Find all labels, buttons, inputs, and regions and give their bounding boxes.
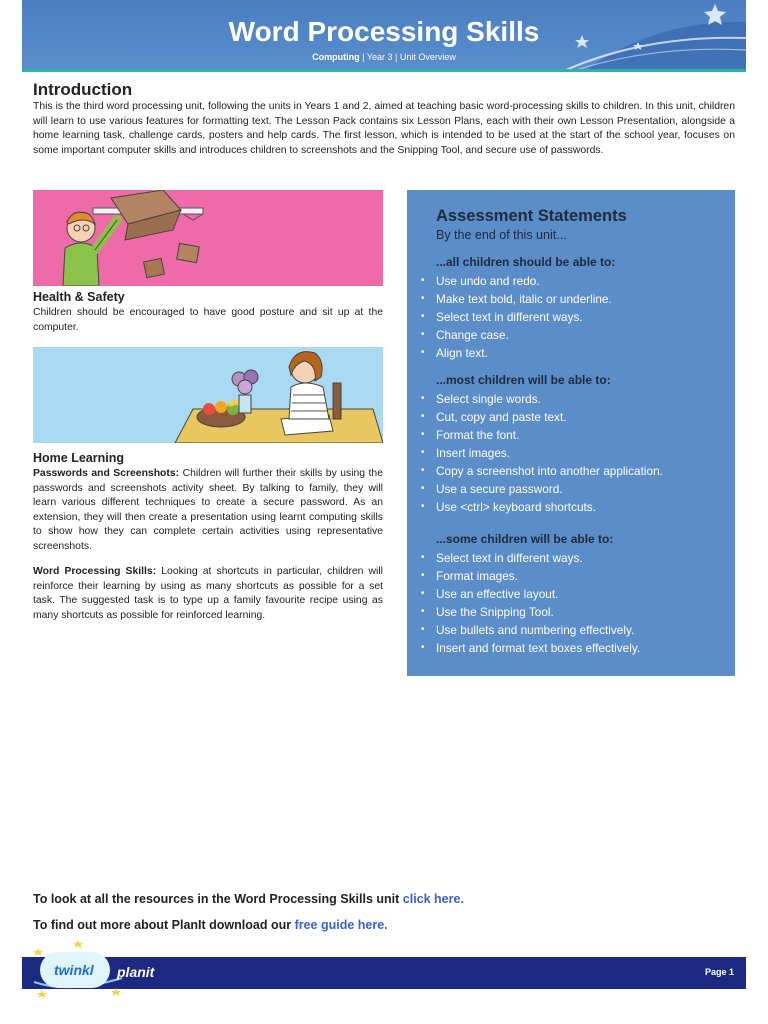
word-processing-label: Word Processing Skills: xyxy=(33,566,157,577)
some-children-heading: ...some children will be able to: xyxy=(436,532,614,546)
subject-label: Computing xyxy=(312,52,360,62)
assessment-title: Assessment Statements xyxy=(436,207,627,225)
list-item: • Copy a screenshot into another application. xyxy=(407,462,727,480)
list-item: • Select text in different ways. xyxy=(407,549,727,567)
health-safety-heading: Health & Safety xyxy=(33,290,125,304)
click-here-link[interactable]: click here. xyxy=(402,892,464,906)
page-subtitle xyxy=(22,52,746,62)
list-item: • Use bullets and numbering effectively. xyxy=(407,621,727,639)
guide-link-text: To find out more about PlanIt download our xyxy=(33,918,295,932)
page-title: Word Processing Skills xyxy=(228,16,540,47)
intro-heading: Introduction xyxy=(33,80,133,99)
logo-planit-text: planit xyxy=(117,964,155,980)
health-safety-illustration xyxy=(33,190,383,286)
list-item: • Make text bold, italic or underline. xyxy=(407,290,727,308)
home-learning-illustration xyxy=(33,347,383,443)
intro-text: This is the third word processing unit, following the units in Years 1 and 2, aimed at teaching basic word-processing skills to children. In this unit, children will learn to use various features for formatting text. The Lesson Pack contains six Lesson Plans, each with their own Lesson Presentation, alongside a home learning task, challenge cards, posters and help cards. The first lesson, which is intended to be used at the start of the school year, focuses on some important computer skills and introduces children to screenshots and the Snipping Tool, and secure use of passwords. xyxy=(33,101,735,156)
list-item: • Use a secure password. xyxy=(407,480,727,498)
page-header xyxy=(22,0,746,70)
twinkl-planit-logo xyxy=(30,938,180,1000)
resources-link-line xyxy=(33,892,464,906)
passwords-text: Children will further their skills by using the passwords and screenshots activity sheet. By talking to family, they will learn various different techniques to create a secure password. As an extension, they will then create a presentation using learnt computing skills to show how they can complete certain activities using representative screenshots. xyxy=(33,468,383,552)
header-divider xyxy=(22,69,746,72)
list-item: • Use undo and redo. xyxy=(407,272,727,290)
list-item: • Cut, copy and paste text. xyxy=(407,408,727,426)
home-learning-heading: Home Learning xyxy=(33,451,124,465)
assessment-subtitle: By the end of this unit... xyxy=(436,228,567,242)
page-number: Page 1 xyxy=(704,967,734,977)
list-item: • Format images. xyxy=(407,567,727,585)
home-learning-word-processing xyxy=(33,565,383,623)
word-processing-text: Looking at shortcuts in particular, children will reinforce their learning by using as many shortcuts as possible for a set task. The suggested task is to type up a family favourite recipe using as many shortcuts as possible for reinforced learning. xyxy=(33,566,383,621)
all-children-heading: ...all children should be able to: xyxy=(436,255,616,269)
health-safety-text: Children should be encouraged to have good posture and sit up at the computer. xyxy=(33,307,383,333)
list-item: • Format the font. xyxy=(407,426,727,444)
list-item: • Align text. xyxy=(407,344,727,362)
free-guide-link[interactable]: free guide here. xyxy=(294,918,388,932)
most-children-list xyxy=(407,390,727,516)
list-item: • Insert images. xyxy=(407,444,727,462)
list-item: • Use the Snipping Tool. xyxy=(407,603,727,621)
all-children-list xyxy=(407,272,727,362)
assessment-statements-panel xyxy=(407,190,735,676)
list-item: • Insert and format text boxes effectively. xyxy=(407,639,727,657)
list-item: • Select text in different ways. xyxy=(407,308,727,326)
list-item: • Use an effective layout. xyxy=(407,585,727,603)
most-children-heading: ...most children will be able to: xyxy=(436,373,611,387)
passwords-label: Passwords and Screenshots: xyxy=(33,468,180,479)
some-children-list xyxy=(407,549,727,657)
logo-twinkl-text: twinkl xyxy=(54,962,94,978)
home-learning-passwords xyxy=(33,467,383,555)
resources-link-text: To look at all the resources in the Word Processing Skills unit xyxy=(33,892,403,906)
guide-link-line xyxy=(33,918,388,932)
list-item: • Change case. xyxy=(407,326,727,344)
subtitle-rest: | Year 3 | Unit Overview xyxy=(359,52,456,62)
list-item: • Use <ctrl> keyboard shortcuts. xyxy=(407,498,727,516)
list-item: • Select single words. xyxy=(407,390,727,408)
